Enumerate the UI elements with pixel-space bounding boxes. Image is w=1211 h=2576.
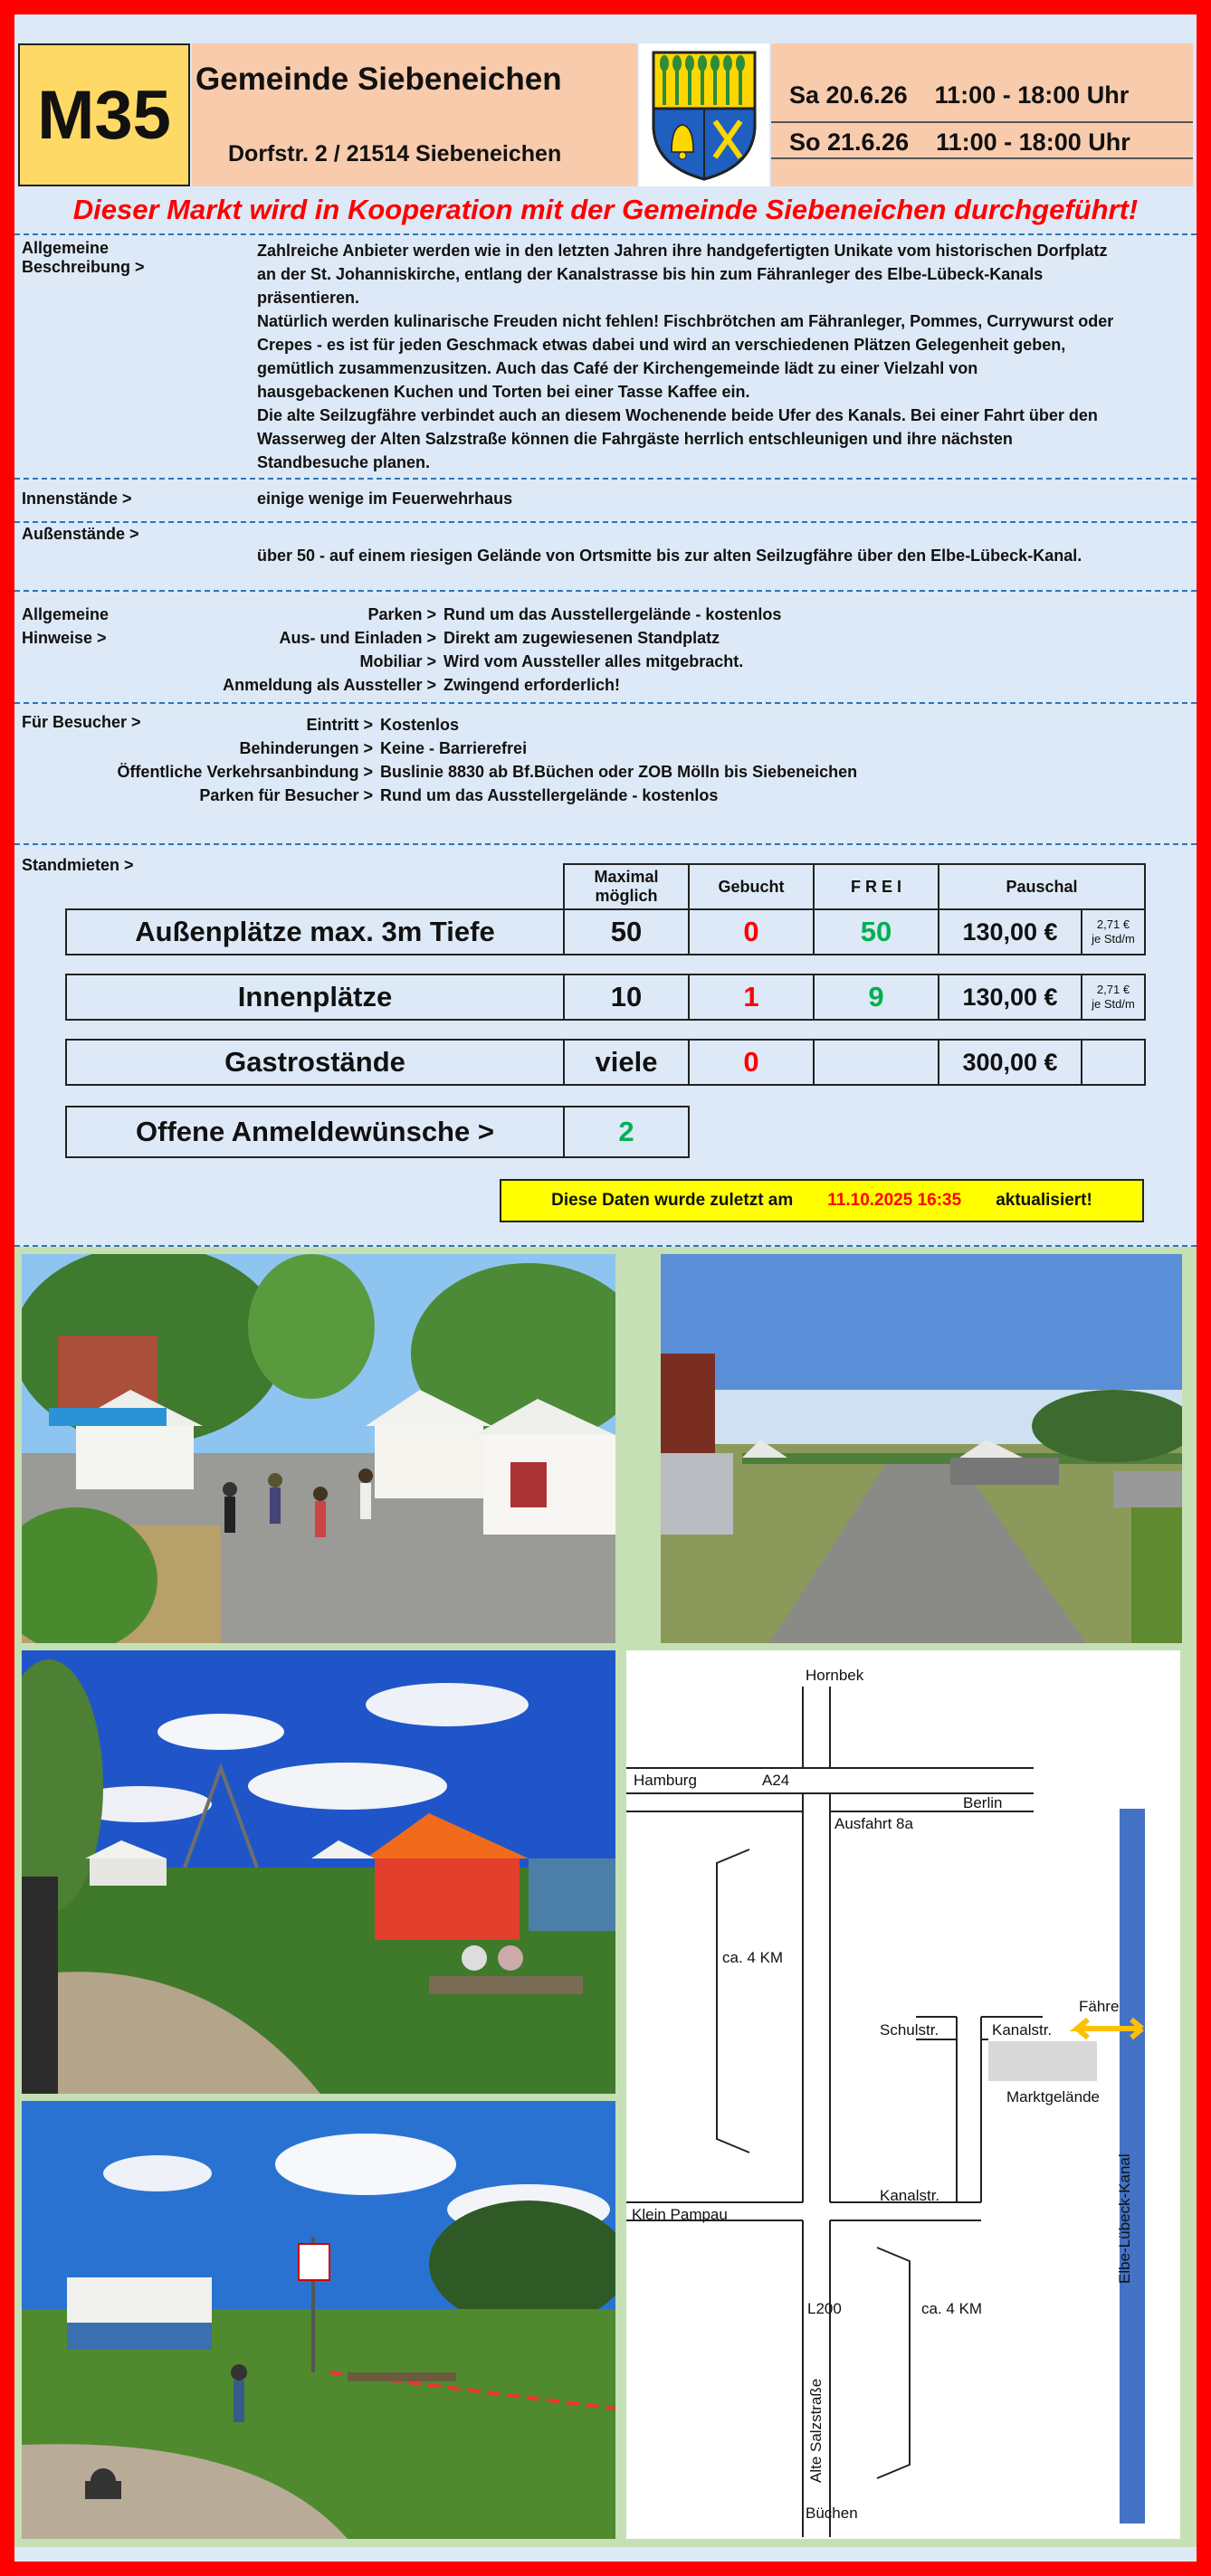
indoor-text: einige wenige im Feuerwehrhaus — [257, 490, 513, 508]
visitors-values: Kostenlos Keine - Barrierefrei Buslinie 8830 ab Bf.Büchen oder ZOB Mölln bis Siebeneichen Rund um das Ausstellergelände - kostenlos — [380, 716, 858, 804]
divider — [14, 478, 1197, 480]
photo-icon — [22, 2101, 615, 2539]
photo-icon — [22, 1650, 615, 2094]
municipality-address: Dorfstr. 2 / 21514 Siebeneichen — [228, 141, 562, 166]
date-divider — [771, 157, 1193, 159]
cooperation-banner: Dieser Markt wird in Kooperation mit der Gemeinde Siebeneichen durchgeführt! — [72, 194, 1139, 225]
table-row-flat: 130,00 € — [938, 908, 1082, 955]
col-header-flat: Pauschal — [938, 863, 1146, 910]
map-label-marktgelaende: Marktgelände — [1006, 2088, 1101, 2105]
date-sunday: So 21.6.26 11:00 - 18:00 Uhr — [789, 128, 1130, 156]
directions-map — [626, 1650, 1180, 2539]
table-row-booked: 0 — [688, 1039, 815, 1086]
map-label-kanalstr: Kanalstr. — [880, 2187, 940, 2204]
table-row-booked: 0 — [688, 908, 815, 955]
map-label-ausfahrt: Ausfahrt 8a — [834, 1815, 913, 1832]
table-row-free: 50 — [813, 908, 939, 955]
table-row-name: Innenplätze — [65, 974, 565, 1021]
table-row-extra: 2,71 € je Std/m — [1081, 908, 1146, 955]
table-row-max: 10 — [563, 974, 690, 1021]
date-saturday: Sa 20.6.26 11:00 - 18:00 Uhr — [789, 81, 1130, 109]
map-label-berlin: Berlin — [963, 1794, 1003, 1811]
photo-country-road-stalls — [661, 1254, 1182, 1643]
map-label-klein-pampau: Klein Pampau — [632, 2206, 728, 2223]
crest-box — [639, 43, 769, 186]
divider — [14, 590, 1197, 592]
divider — [14, 702, 1197, 704]
photo-village-street-market — [22, 1254, 615, 1643]
date-divider — [771, 121, 1193, 123]
coat-of-arms-icon — [639, 43, 769, 186]
rents-label: Standmieten > — [22, 856, 134, 874]
col-header-max: Maximal möglich — [563, 863, 690, 910]
map-label-a24: A24 — [762, 1772, 790, 1789]
table-row-flat: 130,00 € — [938, 974, 1082, 1021]
table-row-name: Gastrostände — [65, 1039, 565, 1086]
header-municipality-block — [192, 43, 637, 186]
table-row-free — [813, 1039, 939, 1086]
map-label-hornbek: Hornbek — [806, 1667, 864, 1684]
map-label-distance: ca. 4 KM — [722, 1949, 784, 1966]
table-row-extra — [1081, 1039, 1146, 1086]
photo-icon — [661, 1254, 1182, 1643]
municipality-title: Gemeinde Siebeneichen — [195, 62, 562, 97]
table-row-name: Außenplätze max. 3m Tiefe — [65, 908, 565, 955]
market-code: M35 — [18, 43, 190, 186]
photo-park-pavilions — [22, 1650, 615, 2094]
description-text: Zahlreiche Anbieter werden wie in den letzten Jahren ihre handgefertigten Unikate vom historischen Dorfplatz an der St. Johanniskirche, entlang der Kanalstrasse bis hin zum Fähranleger des Elbe-Lübeck-Kanals präsentieren. Natürlich werden kulinarische Freuden nicht fehlen! Fischbrötchen am Fähranleger, Pommes, Currywurst oder Crepes - es ist für jeden Geschmack etwas dabei und wird an verschiedenen Plätzen Gelegenheit geben, gemütlich zusammenzusitzen. Auch das Café der Kirchengemeinde lädt zu einer Vielzahl von hausgebackenen Kuchen und Torten bei einer Tasse Kaffee ein. Die alte Seilzugfähre verbindet auch an diesem Wochenende beide Ufer des Kanals. Bei einer Fahrt über den Wasserweg der Alten Salzstraße können die Fahrgäste herrlich entschleunigen und ihre nächsten Standbesuche planen. — [257, 242, 1114, 471]
map-label-alte-salzstrasse: Alte Salzstraße — [807, 2378, 825, 2483]
update-notice: Diese Daten wurde zuletzt am 11.10.2025 16:35 aktualisiert! — [500, 1179, 1144, 1222]
table-row-free: 9 — [813, 974, 939, 1021]
general-keys: Parken > Aus- und Einladen > Mobiliar > Anmeldung als Aussteller > — [223, 605, 436, 694]
visitors-keys: Eintritt > Behinderungen > Öffentliche Verkehrsanbindung > Parken für Besucher > — [117, 716, 373, 804]
map-label-kanal: Elbe-Lübeck-Kanal — [1116, 2153, 1133, 2284]
photo-icon — [22, 1254, 615, 1643]
map-label-l200: L200 — [807, 2300, 842, 2317]
map-label-hamburg: Hamburg — [634, 1772, 697, 1789]
map-label-schulstr: Schulstr. — [880, 2021, 939, 2039]
table-row-flat: 300,00 € — [938, 1039, 1082, 1086]
open-requests-value: 2 — [563, 1106, 690, 1158]
outdoor-label: Außenstände > — [22, 525, 139, 543]
description-label: Allgemeine Beschreibung > — [22, 239, 145, 276]
general-label: Allgemeine Hinweise > — [22, 605, 110, 647]
table-row-max: viele — [563, 1039, 690, 1086]
map-label-distance: ca. 4 KM — [921, 2300, 983, 2317]
outdoor-text: über 50 - auf einem riesigen Gelände von Ortsmitte bis zur alten Seilzugfähre über den Elbe-Lübeck-Kanal. — [257, 547, 1082, 565]
divider — [14, 521, 1197, 523]
general-values: Rund um das Ausstellergelände - kostenlos Direkt am zugewiesenen Standplatz Wird vom Aussteller alles mitgebracht. Zwingend erforderlich! — [443, 605, 782, 694]
col-header-booked: Gebucht — [688, 863, 815, 910]
map-label-kanalstr: Kanalstr. — [992, 2021, 1053, 2039]
divider — [14, 843, 1197, 845]
open-requests-label: Offene Anmeldewünsche > — [65, 1106, 565, 1158]
divider — [14, 233, 1197, 235]
indoor-label: Innenstände > — [22, 490, 132, 508]
visitors-label: Für Besucher > — [22, 713, 141, 731]
map-label-buechen: Büchen — [806, 2505, 858, 2522]
table-row-booked: 1 — [688, 974, 815, 1021]
header-dates-block — [771, 43, 1193, 186]
table-row-extra: 2,71 € je Std/m — [1081, 974, 1146, 1021]
col-header-free: F R E I — [813, 863, 939, 910]
photo-canal-meadow — [22, 2101, 615, 2539]
map-label-faehre: Fähre — [1079, 1998, 1120, 2015]
table-row-max: 50 — [563, 908, 690, 955]
